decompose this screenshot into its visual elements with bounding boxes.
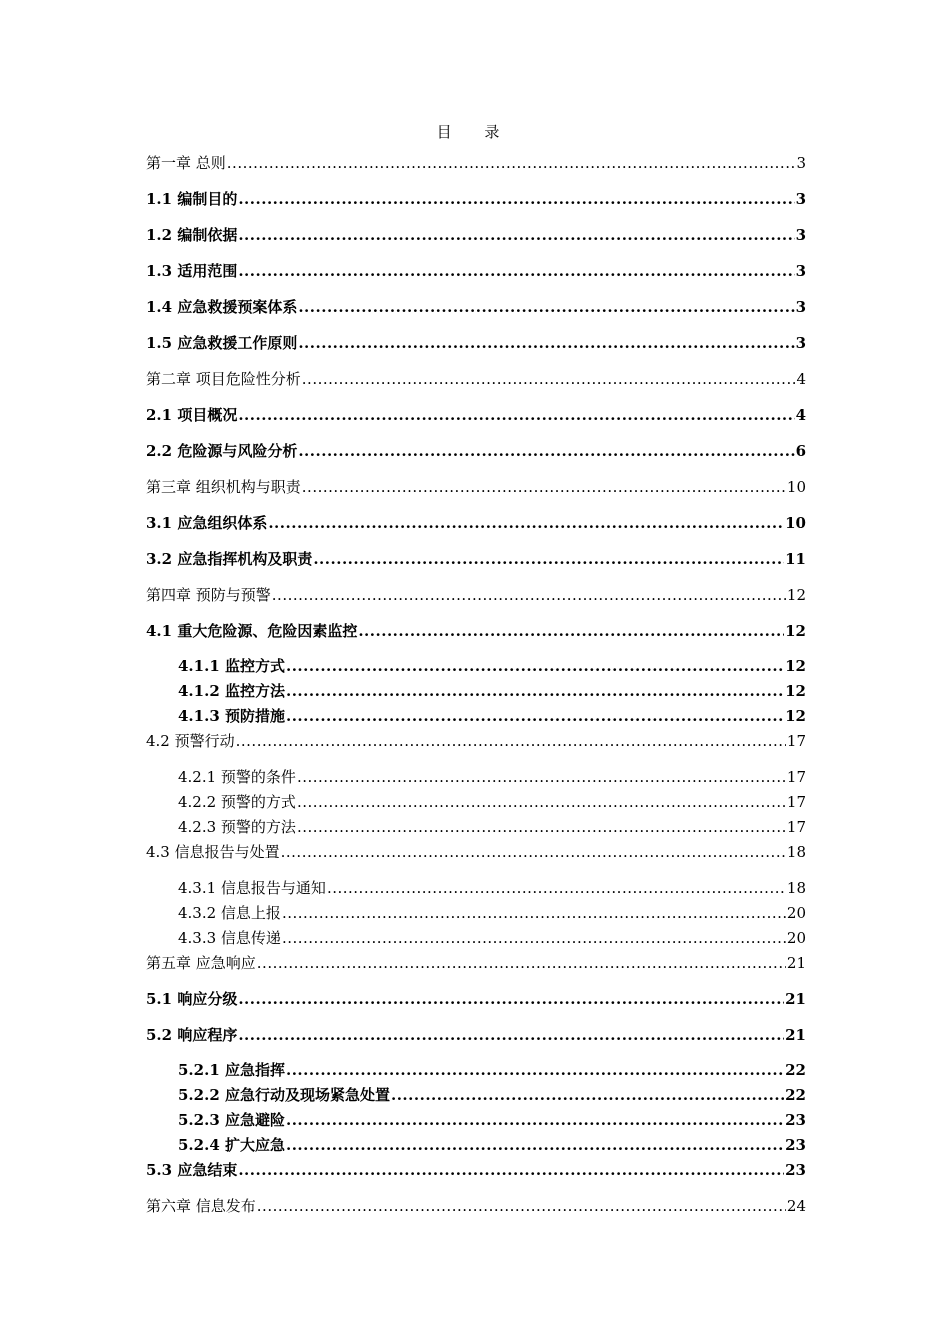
toc-dot-leader <box>302 477 786 497</box>
toc-entry-title: 2.2 危险源与风险分析 <box>146 442 298 460</box>
toc-page-number: 21 <box>785 1026 806 1044</box>
toc-entry[interactable] <box>146 297 806 317</box>
toc-entry-title: 4.3.3 信息传递 <box>178 929 281 947</box>
toc-page-number: 17 <box>786 768 806 786</box>
toc-dot-leader <box>281 842 786 862</box>
toc-entry[interactable] <box>146 261 806 281</box>
toc-entry[interactable] <box>146 953 806 973</box>
toc-dot-leader <box>286 681 784 701</box>
toc-entry[interactable] <box>146 189 806 209</box>
toc-entry-title: 5.3 应急结束 <box>146 1161 238 1179</box>
toc-page-number: 3 <box>795 298 806 316</box>
toc-entry-title: 4.2.3 预警的方法 <box>178 818 296 836</box>
toc-entry[interactable] <box>146 333 806 353</box>
toc-entry[interactable] <box>178 817 806 837</box>
toc-page-number: 12 <box>785 657 806 675</box>
toc-entry[interactable] <box>178 767 806 787</box>
toc-entry[interactable] <box>146 225 806 245</box>
toc-entry[interactable] <box>178 878 806 898</box>
toc-entry[interactable] <box>146 513 806 533</box>
toc-page-number: 3 <box>795 262 806 280</box>
toc-dot-leader <box>391 1085 784 1105</box>
toc-dot-leader <box>238 405 794 425</box>
toc-dot-leader <box>286 656 784 676</box>
toc-entry[interactable] <box>178 928 806 948</box>
toc-entry[interactable] <box>146 989 806 1009</box>
toc-dot-leader <box>302 369 796 389</box>
toc-page-number: 12 <box>785 682 806 700</box>
toc-dot-leader <box>238 1025 784 1045</box>
toc-page-number: 17 <box>786 793 806 811</box>
toc-dot-leader <box>268 513 784 533</box>
toc-entry-title: 第一章 总则 <box>146 154 226 172</box>
toc-entry[interactable] <box>146 731 806 751</box>
toc-dot-leader <box>227 153 796 173</box>
toc-page-number: 10 <box>785 514 806 532</box>
toc-dot-leader <box>257 1196 786 1216</box>
toc-dot-leader <box>272 585 786 605</box>
toc-entry[interactable] <box>146 405 806 425</box>
toc-dot-leader <box>286 1135 784 1155</box>
toc-page-number: 3 <box>796 154 806 172</box>
toc-page-number: 21 <box>785 990 806 1008</box>
toc-dot-leader <box>286 1110 784 1130</box>
toc-entry[interactable] <box>146 549 806 569</box>
toc-dot-leader <box>297 817 786 837</box>
toc-dot-leader <box>257 953 786 973</box>
toc-page-number: 4 <box>796 370 806 388</box>
toc-page-number: 23 <box>785 1136 806 1154</box>
toc-entry-title: 4.2.2 预警的方式 <box>178 793 296 811</box>
toc-entry-title: 1.2 编制依据 <box>146 226 238 244</box>
toc-dot-leader <box>238 1160 784 1180</box>
toc-entry[interactable] <box>146 585 806 605</box>
toc-dot-leader <box>282 928 786 948</box>
toc-entry-title: 1.1 编制目的 <box>146 190 238 208</box>
toc-entry-title: 第五章 应急响应 <box>146 954 256 972</box>
toc-entry[interactable] <box>178 1110 806 1130</box>
toc-dot-leader <box>327 878 786 898</box>
toc-entry-title: 2.1 项目概况 <box>146 406 238 424</box>
toc-entry-title: 5.2.2 应急行动及现场紧急处置 <box>178 1086 390 1104</box>
toc-page-number: 22 <box>785 1061 806 1079</box>
toc-page-number: 23 <box>785 1161 806 1179</box>
toc-dot-leader <box>238 261 794 281</box>
toc-page-number: 3 <box>795 226 806 244</box>
toc-page-number: 11 <box>785 550 806 568</box>
toc-page-number: 3 <box>795 334 806 352</box>
toc-page-number: 12 <box>786 586 806 604</box>
toc-entry-title: 4.2 预警行动 <box>146 732 235 750</box>
toc-entry-title: 5.2.3 应急避险 <box>178 1111 285 1129</box>
toc-page-number: 10 <box>786 478 806 496</box>
toc-entry[interactable] <box>146 1196 806 1216</box>
toc-entry-title: 第六章 信息发布 <box>146 1197 256 1215</box>
toc-entry[interactable] <box>146 842 806 862</box>
toc-entry-title: 4.3 信息报告与处置 <box>146 843 280 861</box>
toc-entry[interactable] <box>178 1085 806 1105</box>
toc-entry-title: 1.3 适用范围 <box>146 262 238 280</box>
toc-page-number: 3 <box>795 190 806 208</box>
toc-entry[interactable] <box>178 681 806 701</box>
toc-entry-title: 4.1.3 预防措施 <box>178 707 285 725</box>
toc-entry[interactable] <box>178 706 806 726</box>
toc-entry-title: 3.2 应急指挥机构及职责 <box>146 550 313 568</box>
toc-page-number: 21 <box>786 954 806 972</box>
toc-dot-leader <box>358 621 784 641</box>
toc-entry-title: 4.1.2 监控方法 <box>178 682 285 700</box>
toc-entry-title: 第四章 预防与预警 <box>146 586 271 604</box>
toc-entry[interactable] <box>146 441 806 461</box>
toc-page-number: 20 <box>786 904 806 922</box>
toc-title: 目 录 <box>436 123 514 141</box>
toc-page-number: 17 <box>786 818 806 836</box>
toc-entry-title: 4.2.1 预警的条件 <box>178 768 296 786</box>
toc-dot-leader <box>298 441 794 461</box>
toc-dot-leader <box>298 297 794 317</box>
toc-dot-leader <box>297 767 786 787</box>
toc-page-number: 17 <box>786 732 806 750</box>
toc-dot-leader <box>297 792 786 812</box>
toc-entry[interactable] <box>178 792 806 812</box>
toc-entry-title: 5.2 响应程序 <box>146 1026 238 1044</box>
toc-entry-title: 4.3.2 信息上报 <box>178 904 281 922</box>
toc-entry[interactable] <box>146 153 806 173</box>
toc-entry-title: 第三章 组织机构与职责 <box>146 478 301 496</box>
toc-entry-title: 5.1 响应分级 <box>146 990 238 1008</box>
toc-entry-title: 5.2.4 扩大应急 <box>178 1136 285 1154</box>
toc-page-number: 12 <box>785 707 806 725</box>
toc-entry[interactable] <box>146 369 806 389</box>
toc-entry[interactable] <box>178 903 806 923</box>
toc-page-number: 18 <box>786 843 806 861</box>
toc-entry-title: 3.1 应急组织体系 <box>146 514 268 532</box>
toc-dot-leader <box>286 1060 784 1080</box>
toc-page-number: 12 <box>785 622 806 640</box>
toc-entry[interactable] <box>146 1025 806 1045</box>
toc-dot-leader <box>298 333 794 353</box>
toc-page-number: 24 <box>786 1197 806 1215</box>
toc-entry[interactable] <box>178 1135 806 1155</box>
toc-entry[interactable] <box>178 1060 806 1080</box>
toc-page-number: 6 <box>795 442 806 460</box>
toc-page-number: 23 <box>785 1111 806 1129</box>
toc-dot-leader <box>238 225 794 245</box>
toc-dot-leader <box>282 903 786 923</box>
toc-entry-title: 4.1 重大危险源、危险因素监控 <box>146 622 358 640</box>
toc-entry[interactable] <box>146 1160 806 1180</box>
toc-dot-leader <box>238 989 784 1009</box>
toc-entry-title: 4.3.1 信息报告与通知 <box>178 879 326 897</box>
toc-page-number: 22 <box>785 1086 806 1104</box>
toc-entry-title: 4.1.1 监控方式 <box>178 657 285 675</box>
toc-entry-title: 5.2.1 应急指挥 <box>178 1061 285 1079</box>
toc-entry[interactable] <box>178 656 806 676</box>
toc-dot-leader <box>236 731 786 751</box>
toc-dot-leader <box>313 549 784 569</box>
toc-entry[interactable] <box>146 621 806 641</box>
toc-dot-leader <box>238 189 794 209</box>
toc-entry-title: 1.4 应急救援预案体系 <box>146 298 298 316</box>
toc-entry-title: 第二章 项目危险性分析 <box>146 370 301 388</box>
toc-entry[interactable] <box>146 477 806 497</box>
toc-dot-leader <box>286 706 784 726</box>
toc-entry-title: 1.5 应急救援工作原则 <box>146 334 298 352</box>
toc-page-number: 4 <box>795 406 806 424</box>
toc-page-number: 20 <box>786 929 806 947</box>
toc-page-number: 18 <box>786 879 806 897</box>
